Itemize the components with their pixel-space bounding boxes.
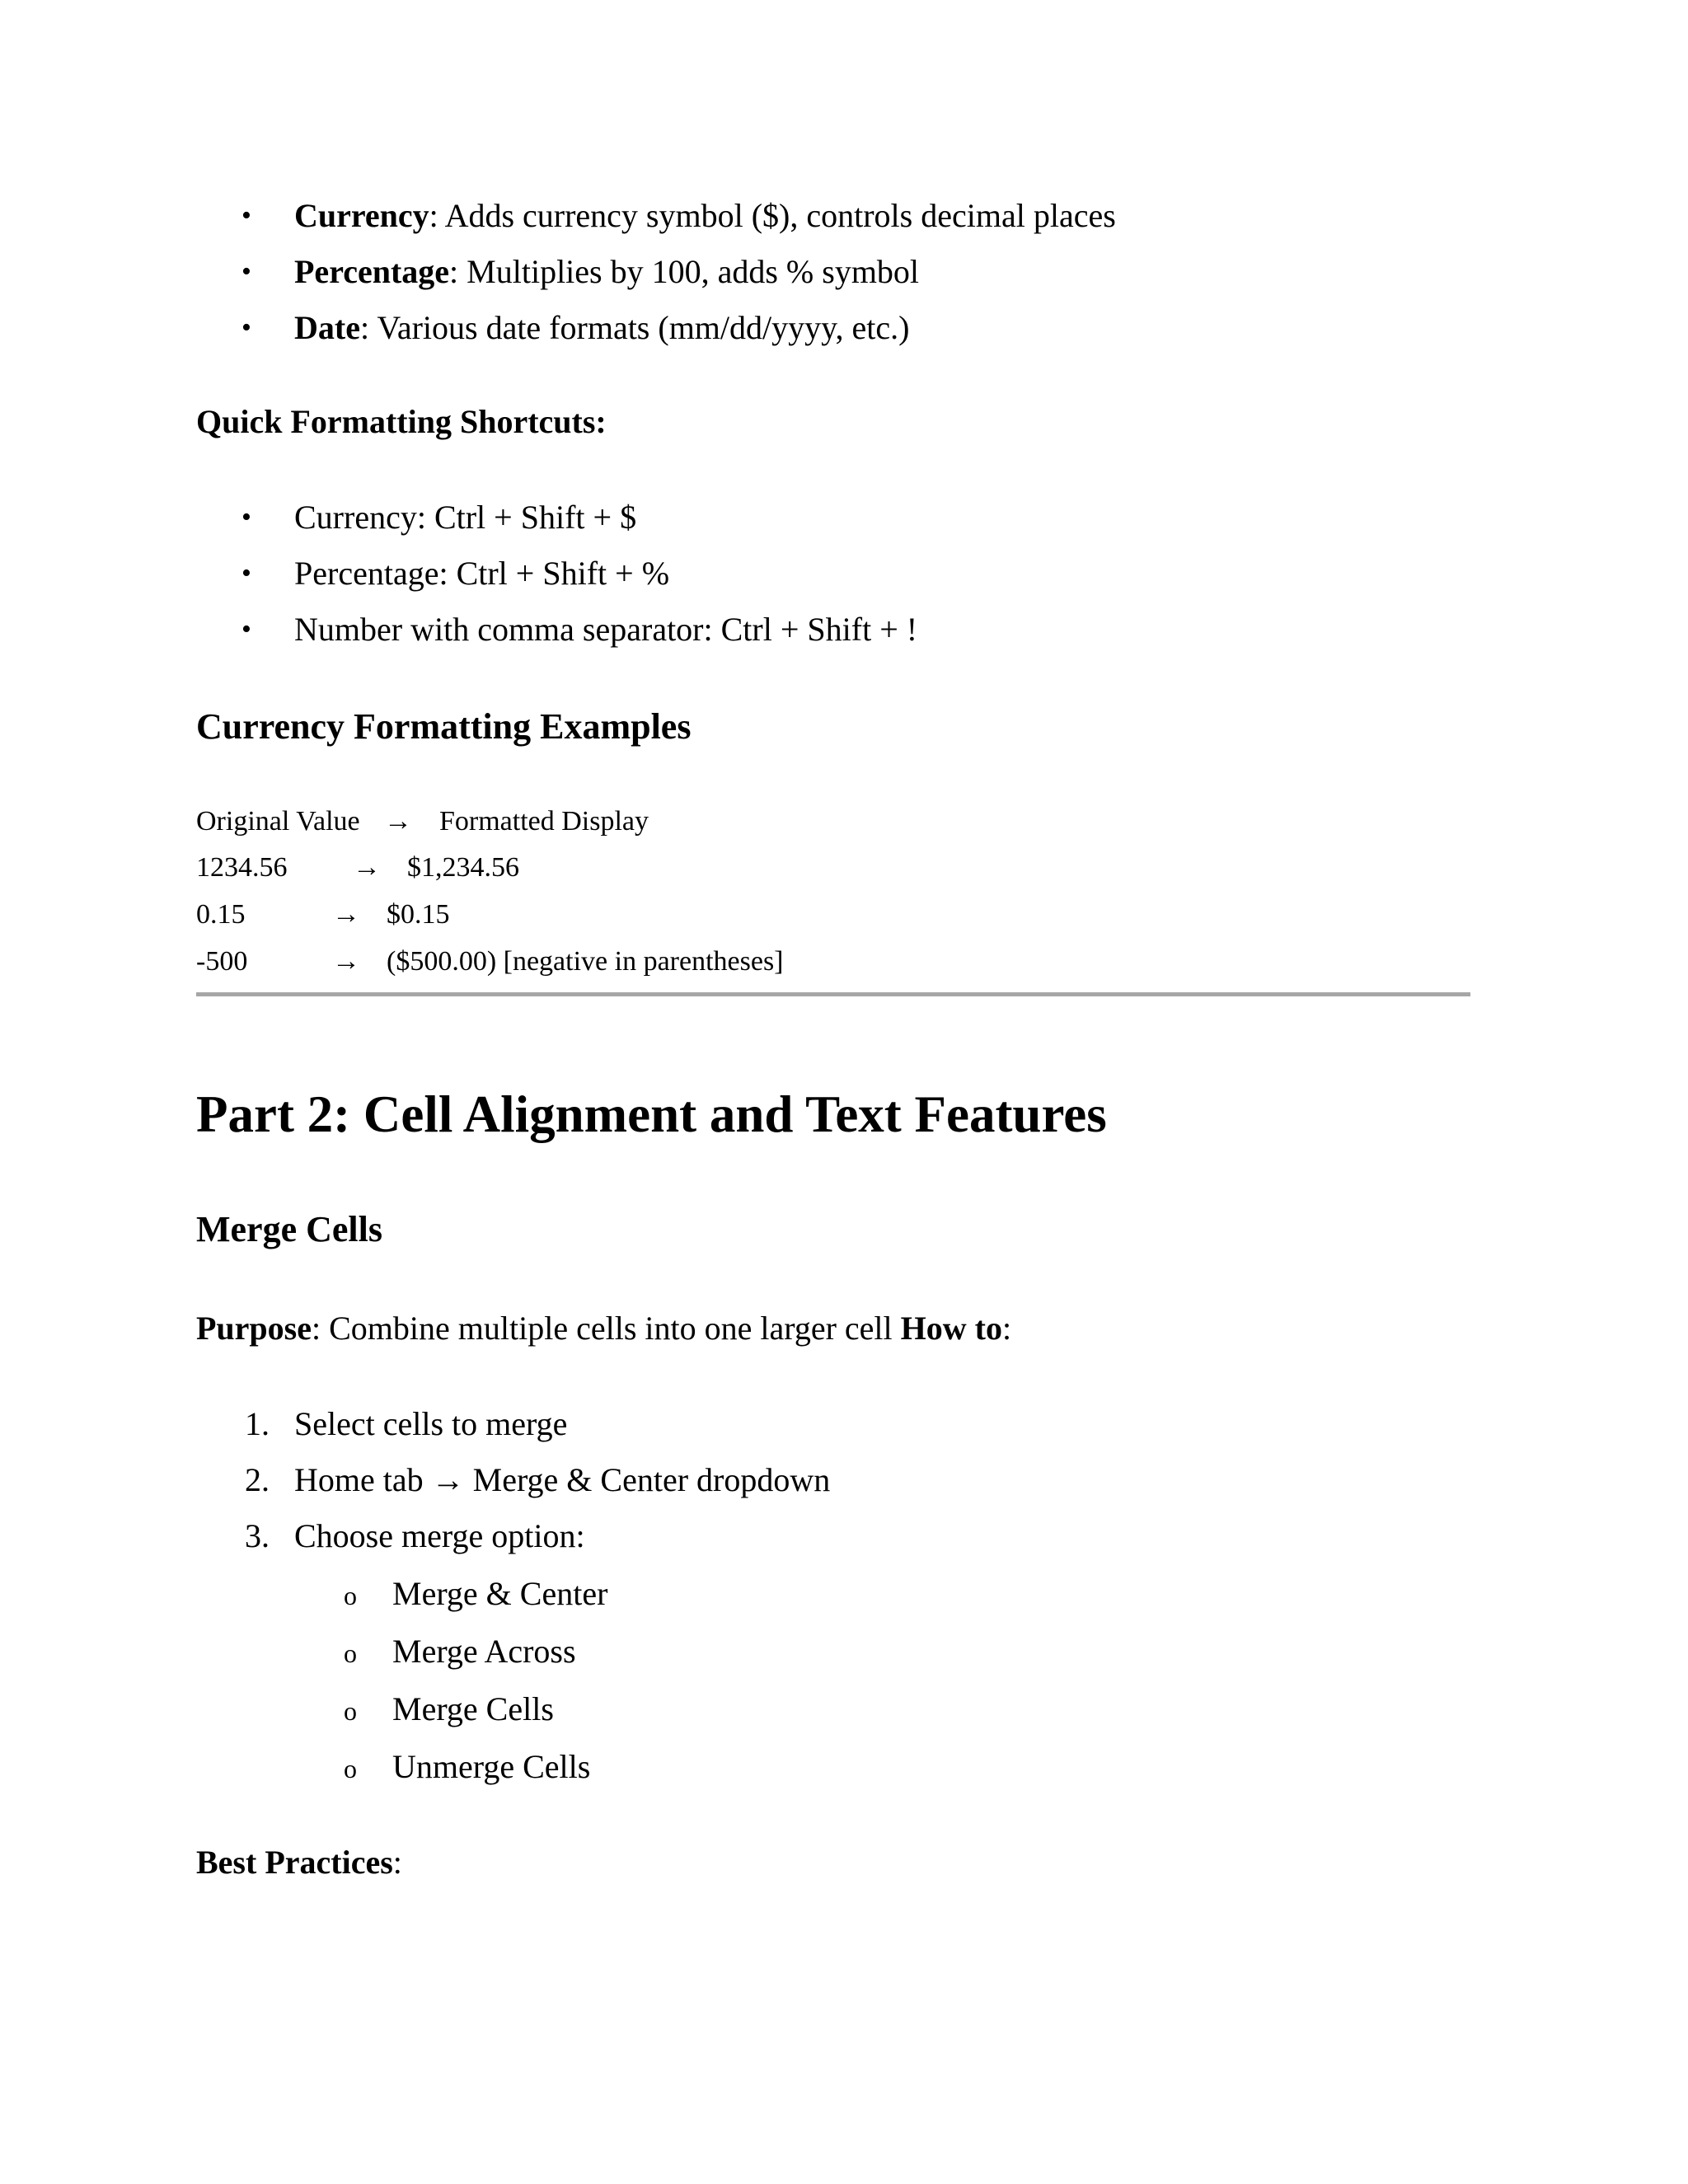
best-practices-suffix: :: [392, 1844, 402, 1881]
merge-option: Unmerge Cells: [392, 1748, 591, 1785]
step-number: 2.: [245, 1461, 270, 1498]
bullet-icon: •: [241, 558, 251, 588]
bullet-icon: •: [241, 502, 251, 532]
howto-label: How to: [900, 1310, 1002, 1347]
format-description: : Multiplies by 100, adds % symbol: [449, 253, 920, 290]
format-description: : Various date formats (mm/dd/yyyy, etc.): [359, 309, 910, 346]
original-value: -500: [196, 946, 248, 977]
bullet-icon: •: [241, 312, 251, 343]
merge-option: Merge Across: [392, 1633, 576, 1670]
arrow-icon: →: [353, 852, 381, 883]
arrow-icon: →: [332, 946, 360, 977]
howto-suffix: :: [1001, 1310, 1012, 1347]
formatted-value: ($500.00) [negative in parentheses]: [387, 946, 784, 977]
bullet-icon: •: [241, 256, 251, 287]
step-number: 1.: [245, 1405, 270, 1442]
format-term: Currency: [294, 197, 429, 234]
formatted-value: $0.15: [387, 899, 450, 930]
circle-bullet-icon: o: [344, 1638, 357, 1668]
merge-option: Merge Cells: [392, 1690, 554, 1727]
circle-bullet-icon: o: [344, 1581, 357, 1610]
step-text: Choose merge option:: [294, 1517, 585, 1554]
circle-bullet-icon: o: [344, 1754, 357, 1783]
part2-heading: Part 2: Cell Alignment and Text Features: [196, 1085, 1107, 1143]
merge-option: Merge & Center: [392, 1575, 608, 1612]
shortcut-text: Number with comma separator: Ctrl + Shift + !: [294, 611, 918, 648]
formatted-display-header: Formatted Display: [439, 806, 649, 837]
format-term: Percentage: [294, 253, 450, 290]
format-description: : Adds currency symbol ($), controls decimal places: [429, 197, 1116, 234]
shortcuts-heading: Quick Formatting Shortcuts:: [196, 403, 607, 440]
purpose-text: : Combine multiple cells into one larger cell: [312, 1310, 901, 1347]
original-value: 1234.56: [196, 852, 288, 883]
original-value-header: Original Value: [196, 806, 360, 837]
step-text: Home tab → Merge & Center dropdown: [294, 1461, 831, 1498]
best-practices-heading: [196, 1843, 402, 1882]
bullet-icon: •: [241, 614, 251, 644]
arrow-icon: →: [384, 806, 412, 837]
step-text: Select cells to merge: [294, 1405, 568, 1442]
circle-bullet-icon: o: [344, 1696, 357, 1726]
shortcut-text: Percentage: Ctrl + Shift + %: [294, 555, 670, 592]
original-value: 0.15: [196, 899, 246, 930]
horizontal-rule: [196, 992, 1470, 996]
examples-heading: Currency Formatting Examples: [196, 706, 692, 747]
bullet-icon: •: [241, 200, 251, 231]
shortcut-text: Currency: Ctrl + Shift + $: [294, 499, 637, 536]
formatted-value: $1,234.56: [407, 852, 519, 883]
step-number: 3.: [245, 1517, 270, 1554]
arrow-icon: →: [332, 899, 360, 930]
purpose-label: Purpose: [196, 1310, 312, 1347]
merge-cells-heading: Merge Cells: [196, 1209, 382, 1249]
best-practices-label: Best Practices: [196, 1844, 393, 1881]
purpose-paragraph: [196, 1309, 1011, 1348]
format-term: Date: [294, 309, 360, 346]
